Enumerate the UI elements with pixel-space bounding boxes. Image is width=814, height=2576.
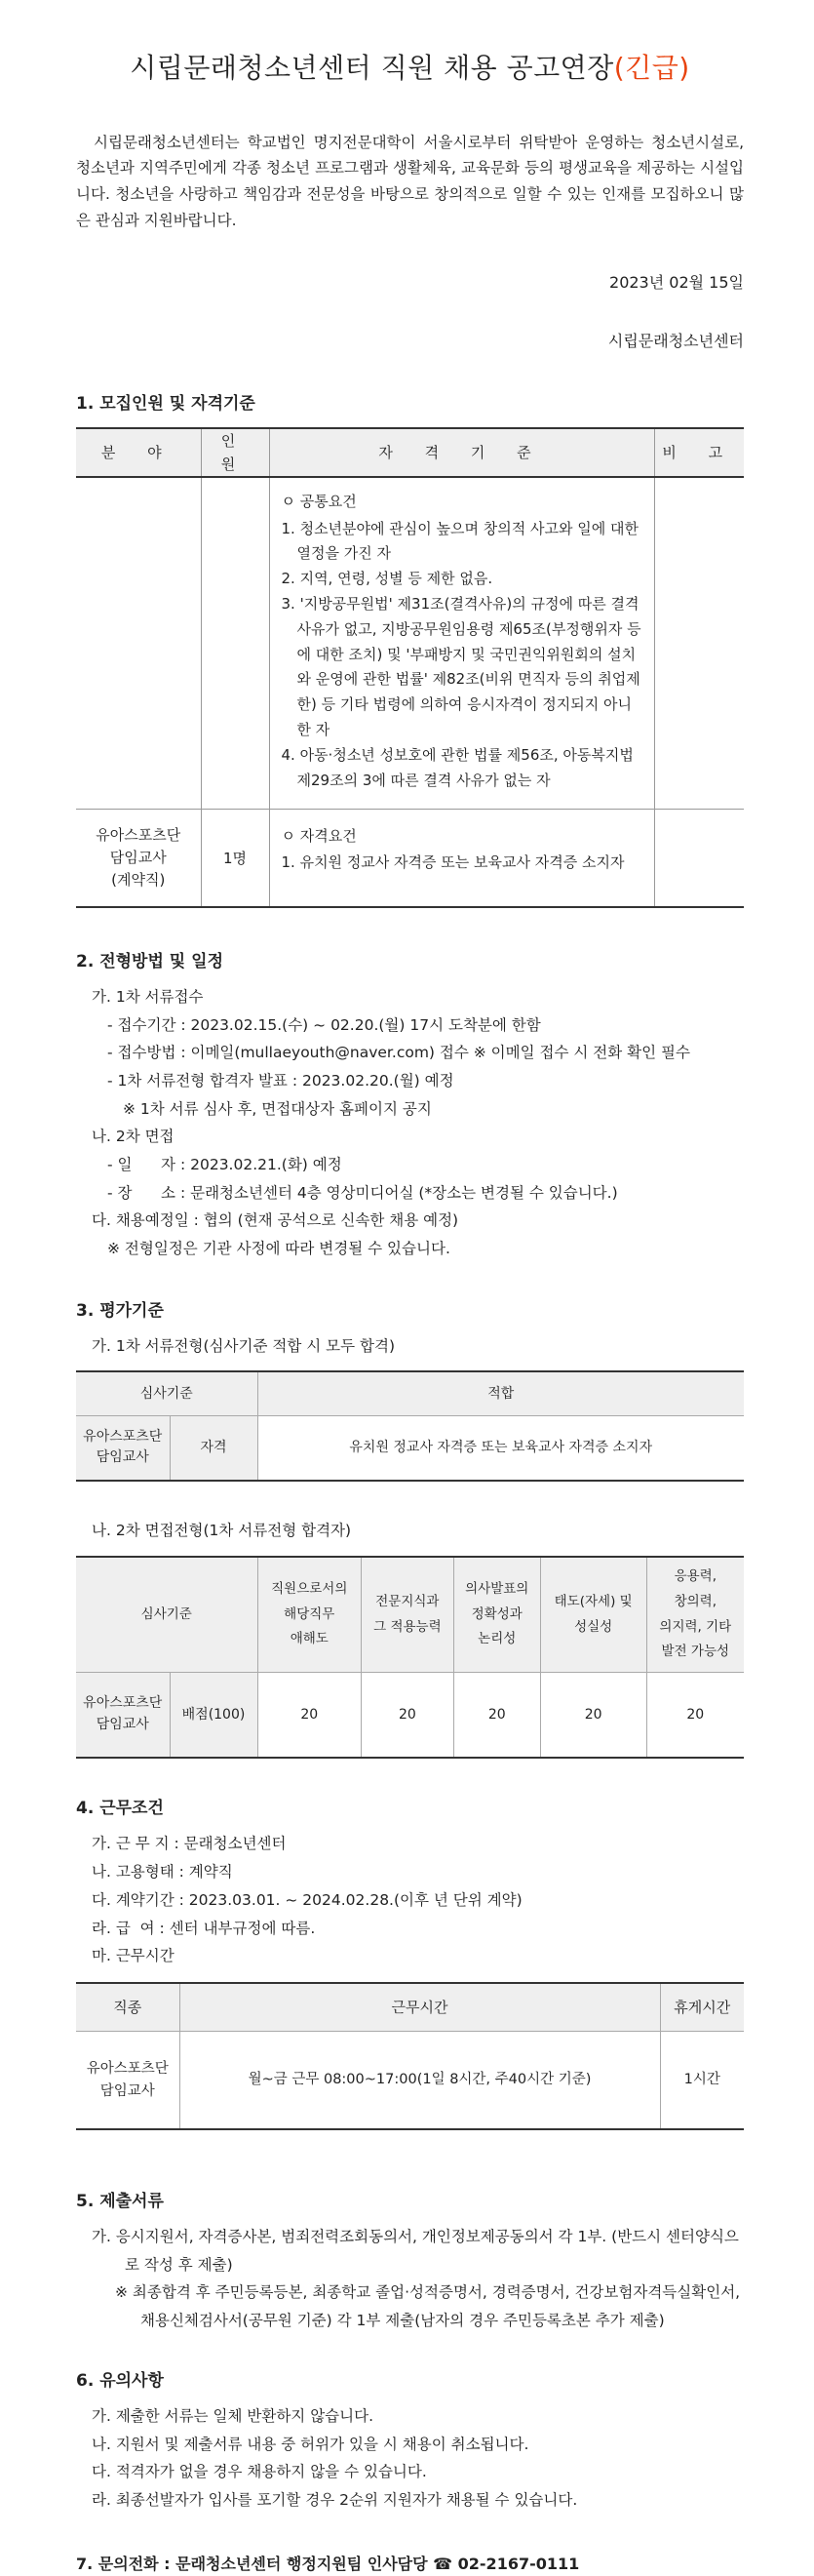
notice-line: 나. 지원서 및 제출서류 내용 중 허위가 있을 시 채용이 취소됩니다. — [92, 2435, 529, 2453]
schedule-line: ※ 1차 서류 심사 후, 면접대상자 홈페이지 공지 — [123, 1099, 432, 1118]
qualification-item: 1. 유치원 정교사 자격증 또는 보육교사 자격증 소지자 — [281, 853, 625, 872]
interview-allot: 배점(100) — [170, 1672, 257, 1758]
hours-cell: 월~금 근무 08:00~17:00(1일 8시간, 주40시간 기준) — [179, 2032, 660, 2129]
schedule-line: - 접수기간 : 2023.02.15.(수) ~ 02.20.(월) 17시 도착분에 한함 — [107, 1015, 541, 1034]
posting-organization: 시립문래청소년센터 — [607, 332, 744, 351]
interview-field: 유아스포츠단 담임교사 — [76, 1672, 170, 1758]
header-job: 직종 — [76, 1983, 179, 2032]
interview-table — [76, 1556, 744, 1759]
field-cell: 유아스포츠단 담임교사 (계약직) — [76, 810, 201, 907]
screen-type: 자격 — [170, 1416, 257, 1481]
schedule-line: - 일 자 : 2023.02.21.(화) 예정 — [107, 1156, 342, 1174]
header-criterion: 태도(자세) 및 성실성 — [540, 1557, 646, 1672]
common-requirements — [269, 477, 654, 810]
header-break: 휴게시간 — [660, 1983, 744, 2032]
common-requirements-head: ㅇ 공통요건 — [281, 492, 357, 510]
intro-paragraph: 시립문래청소년센터는 학교법인 명지전문대학이 서울시로부터 위탁받아 운영하는 청소년시설로, 청소년과 지역주민에게 각종 청소년 프로그램과 생활체육, 교육문화 등의 평생교육을 제공하는 시설입니다. 청소년을 사랑하고 책임감과 전문성을 바탕으로 창의적으로 일할 수 있는 인재를 모집하오니 많은 관심과 지원바랍니다. — [76, 133, 744, 229]
note-cell — [654, 810, 744, 907]
section4-heading: 4. 근무조건 — [76, 1799, 164, 1819]
schedule-line: 가. 1차 서류접수 — [92, 988, 204, 1007]
header-count: 인 원 — [201, 428, 269, 477]
header-field: 분 야 — [76, 428, 201, 477]
section6-body — [76, 2402, 744, 2515]
header-criterion: 직원으로서의 해당직무 애해도 — [257, 1557, 362, 1672]
posting-date: 2023년 02월 15일 — [609, 273, 744, 293]
schedule-line: 다. 채용예정일 : 협의 (현재 공석으로 신속한 채용 예정) — [92, 1211, 459, 1230]
common-item: 1. 청소년분야에 관심이 높으며 창의적 사고와 일에 대한 열정을 가진 자 — [281, 519, 639, 563]
title-urgent-tag: (긴급) — [613, 52, 690, 84]
schedule-line: - 장 소 : 문래청소년센터 4층 영상미디어실 (*장소는 변경될 수 있습니다.) — [107, 1183, 618, 1202]
schedule-line: 나. 2차 면접 — [92, 1128, 174, 1146]
job-cell: 유아스포츠단 담임교사 — [76, 2032, 179, 2129]
contact-line: 7. 문의전화 : 문래청소년센터 행정지원팀 인사담당 ☎ 02-2167-0111 — [76, 2554, 580, 2573]
condition-line: 가. 근 무 지 : 문래청소년센터 — [92, 1835, 287, 1853]
notice-line: 다. 적격자가 없을 경우 채용하지 않을 수 있습니다. — [92, 2463, 427, 2481]
header-criterion: 응용력, 창의력, 의지력, 기타 발전 가능성 — [646, 1557, 744, 1672]
section1-heading: 1. 모집인원 및 자격기준 — [76, 393, 255, 414]
eval-sub-a: 가. 1차 서류전형(심사기준 적합 시 모두 합격) — [92, 1336, 395, 1355]
header-qualification: 자 격 기 준 — [269, 428, 654, 477]
job-posting-document — [0, 47, 814, 2573]
document-screening-table — [76, 1370, 744, 1482]
title-main: 시립문래청소년센터 직원 채용 공고연장 — [130, 52, 614, 84]
header-criteria: 심사기준 — [76, 1371, 257, 1416]
schedule-line: - 1차 서류전형 합격자 발표 : 2023.02.20.(월) 예정 — [107, 1072, 454, 1090]
eval-sub-b: 나. 2차 면접전형(1차 서류전형 합격자) — [92, 1521, 352, 1539]
documents-item: 가. 응시지원서, 자격증사본, 범죄전력조회동의서, 개인정보제공동의서 각 1부. (반드시 센터양식으로 작성 후 제출) — [92, 2228, 739, 2274]
condition-line: 마. 근무시간 — [92, 1947, 174, 1965]
section5-body — [76, 2223, 744, 2335]
common-item: 4. 아동·청소년 성보호에 관한 법률 제56조, 아동복지법 제29조의 3에 따른 결격 사유가 없는 자 — [281, 745, 634, 789]
section2-body — [76, 983, 744, 1263]
interview-score: 20 — [646, 1672, 744, 1758]
work-hours-table — [76, 1982, 744, 2130]
break-cell: 1시간 — [660, 2032, 744, 2129]
header-fit: 적합 — [257, 1371, 744, 1416]
qualification-head: ㅇ 자격요건 — [281, 827, 357, 846]
section2-heading: 2. 전형방법 및 일정 — [76, 951, 223, 971]
interview-score: 20 — [257, 1672, 362, 1758]
screen-requirement: 유치원 정교사 자격증 또는 보육교사 자격증 소지자 — [257, 1416, 744, 1481]
notice-line: 가. 제출한 서류는 일체 반환하지 않습니다. — [92, 2406, 374, 2425]
common-item: 3. '지방공무원법' 제31조(결격사유)의 규정에 따른 결격사유가 없고, 지방공무원임용령 제65조(부정행위자 등에 대한 조치) 및 '부패방지 및 국민권익위원회의 설치와 운영에 관한 법률' 제82조(비위 면직자 등의 취업제한) 등 기타 법령에 의하여 응시자격이 정지되지 아니한 자 — [281, 594, 641, 738]
field-cell-top — [76, 477, 201, 810]
header-hours: 근무시간 — [179, 1983, 660, 2032]
section4-body — [76, 1830, 744, 1969]
condition-line: 나. 고용형태 : 계약직 — [92, 1863, 233, 1882]
header-criterion: 의사발표의 정확성과 논리성 — [453, 1557, 540, 1672]
schedule-line: ※ 전형일정은 기관 사정에 따라 변경될 수 있습니다. — [107, 1240, 450, 1258]
header-note: 비 고 — [654, 428, 744, 477]
common-item: 2. 지역, 연령, 성별 등 제한 없음. — [281, 570, 493, 588]
qualification-requirements — [269, 810, 654, 907]
notice-line: 라. 최종선발자가 입사를 포기할 경우 2순위 지원자가 채용될 수 있습니다. — [92, 2490, 578, 2509]
interview-score: 20 — [540, 1672, 646, 1758]
page-title — [76, 47, 744, 91]
section5-heading: 5. 제출서류 — [76, 2191, 164, 2211]
count-cell-top — [201, 477, 269, 810]
header-criteria: 심사기준 — [76, 1557, 257, 1672]
section6-heading: 6. 유의사항 — [76, 2370, 164, 2391]
interview-score: 20 — [362, 1672, 454, 1758]
recruitment-table — [76, 427, 744, 908]
count-cell: 1명 — [201, 810, 269, 907]
note-cell-top — [654, 477, 744, 810]
section3-heading: 3. 평가기준 — [76, 1300, 164, 1321]
screen-field: 유아스포츠단 담임교사 — [76, 1416, 170, 1481]
condition-line: 다. 계약기간 : 2023.03.01. ~ 2024.02.28.(이후 년 단위 계약) — [92, 1890, 523, 1909]
documents-note: ※ 최종합격 후 주민등록등본, 최종학교 졸업·성적증명서, 경력증명서, 건강보험자격득실확인서, 채용신체검사서(공무원 기준) 각 1부 제출(남자의 경우 주민등록초본 추가 제출) — [115, 2283, 741, 2330]
interview-score: 20 — [453, 1672, 540, 1758]
schedule-line: - 접수방법 : 이메일(mullaeyouth@naver.com) 접수 ※ 이메일 접수 시 전화 확인 필수 — [107, 1044, 690, 1062]
header-criterion: 전문지식과 그 적용능력 — [362, 1557, 454, 1672]
condition-line: 라. 급 여 : 센터 내부규정에 따름. — [92, 1919, 316, 1937]
